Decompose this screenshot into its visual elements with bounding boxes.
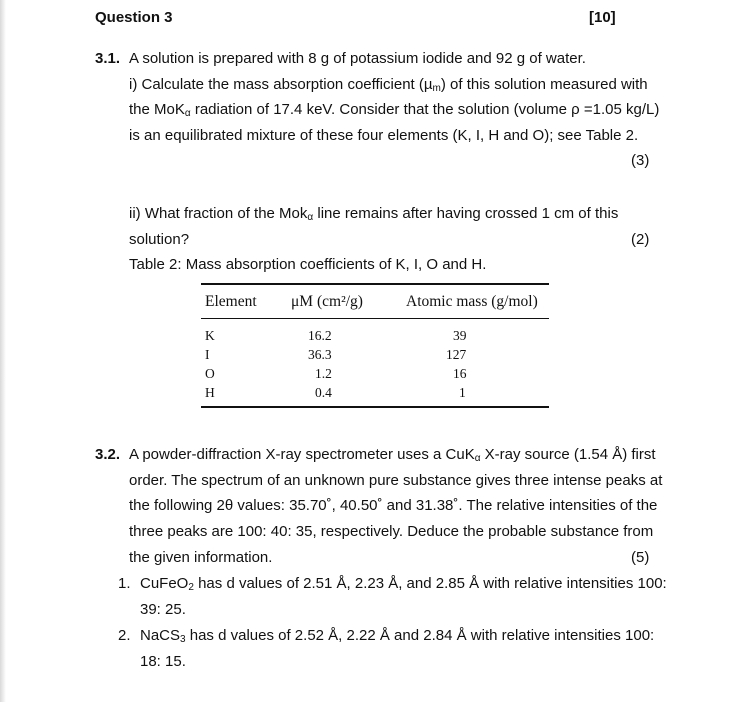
table-cell: 36.3 xyxy=(308,347,332,362)
table-cell: 1 xyxy=(459,385,466,400)
q31-intro: A solution is prepared with 8 g of potassium iodide and 92 g of water. xyxy=(129,50,586,67)
option-2-line1: NaCS$_3$ has d values of 2.52 Å, 2.22 Å and 2.84 Å with relative intensities 100: xyxy=(140,627,655,645)
q32-line4: three peaks are 100: 40: 35, respectively. Deduce the probable substance from xyxy=(129,523,654,540)
page-shadow xyxy=(0,0,6,702)
table-bottom-rule xyxy=(201,406,549,408)
table-header-mu: μM (cm²/g) xyxy=(291,293,363,310)
option-1-line2: 39: 25. xyxy=(140,601,186,618)
q31-part-ii-line2: solution? xyxy=(129,231,190,248)
table-header-rule xyxy=(201,318,549,319)
option-2-number: 2. xyxy=(118,627,131,644)
option-1-number: 1. xyxy=(118,575,131,592)
q31-part-i-line2: the MoK$_\alpha$ radiation of 17.4 keV. Consider that the solution (volume ρ =1.05 kg/L) xyxy=(129,101,660,119)
q32-number: 3.2. xyxy=(95,446,121,463)
table-header-element: Element xyxy=(205,293,257,310)
q32-line5: the given information. xyxy=(129,549,273,566)
q32-line3: the following 2θ values: 35.70˚, 40.50˚ and 31.38˚. The relative intensities of the xyxy=(129,497,658,514)
table-cell: 127 xyxy=(446,347,467,362)
q31-part-i-marks: (3) xyxy=(631,152,650,169)
table-cell: I xyxy=(205,347,210,362)
table-top-rule xyxy=(201,283,549,285)
q31-part-i-line1: i) Calculate the mass absorption coefficient (µ$_m$) of this solution measured with xyxy=(129,76,648,94)
q32-line2: order. The spectrum of an unknown pure substance gives three intense peaks at xyxy=(129,472,663,489)
table-cell: 39 xyxy=(453,328,467,343)
table-cell: K xyxy=(205,328,215,343)
option-2-line2: 18: 15. xyxy=(140,653,186,670)
question-title: Question 3 xyxy=(95,9,173,26)
table-header-atomic-mass: Atomic mass (g/mol) xyxy=(406,293,538,310)
q32-marks: (5) xyxy=(631,549,650,566)
q31-part-ii-marks: (2) xyxy=(631,231,650,248)
table-caption: Table 2: Mass absorption coefficients of K, I, O and H. xyxy=(129,256,487,273)
table-cell: 0.4 xyxy=(315,385,332,400)
table-cell: 16.2 xyxy=(308,328,332,343)
table-cell: 16 xyxy=(453,366,467,381)
q32-line1: A powder-diffraction X-ray spectrometer uses a CuK$_\alpha$ X-ray source (1.54 Å) first xyxy=(129,446,656,464)
question-marks: [10] xyxy=(589,9,616,26)
option-1-line1: CuFeO$_2$ has d values of 2.51 Å, 2.23 Å, and 2.85 Å with relative intensities 100: xyxy=(140,575,667,593)
table-cell: 1.2 xyxy=(315,366,332,381)
q31-number: 3.1. xyxy=(95,50,121,67)
table-cell: O xyxy=(205,366,215,381)
q31-part-i-line3: is an equilibrated mixture of these four elements (K, I, H and O); see Table 2. xyxy=(129,127,639,144)
table-cell: H xyxy=(205,385,215,400)
q31-part-ii-line1: ii) What fraction of the Mok$_\alpha$ line remains after having crossed 1 cm of this xyxy=(129,205,619,223)
